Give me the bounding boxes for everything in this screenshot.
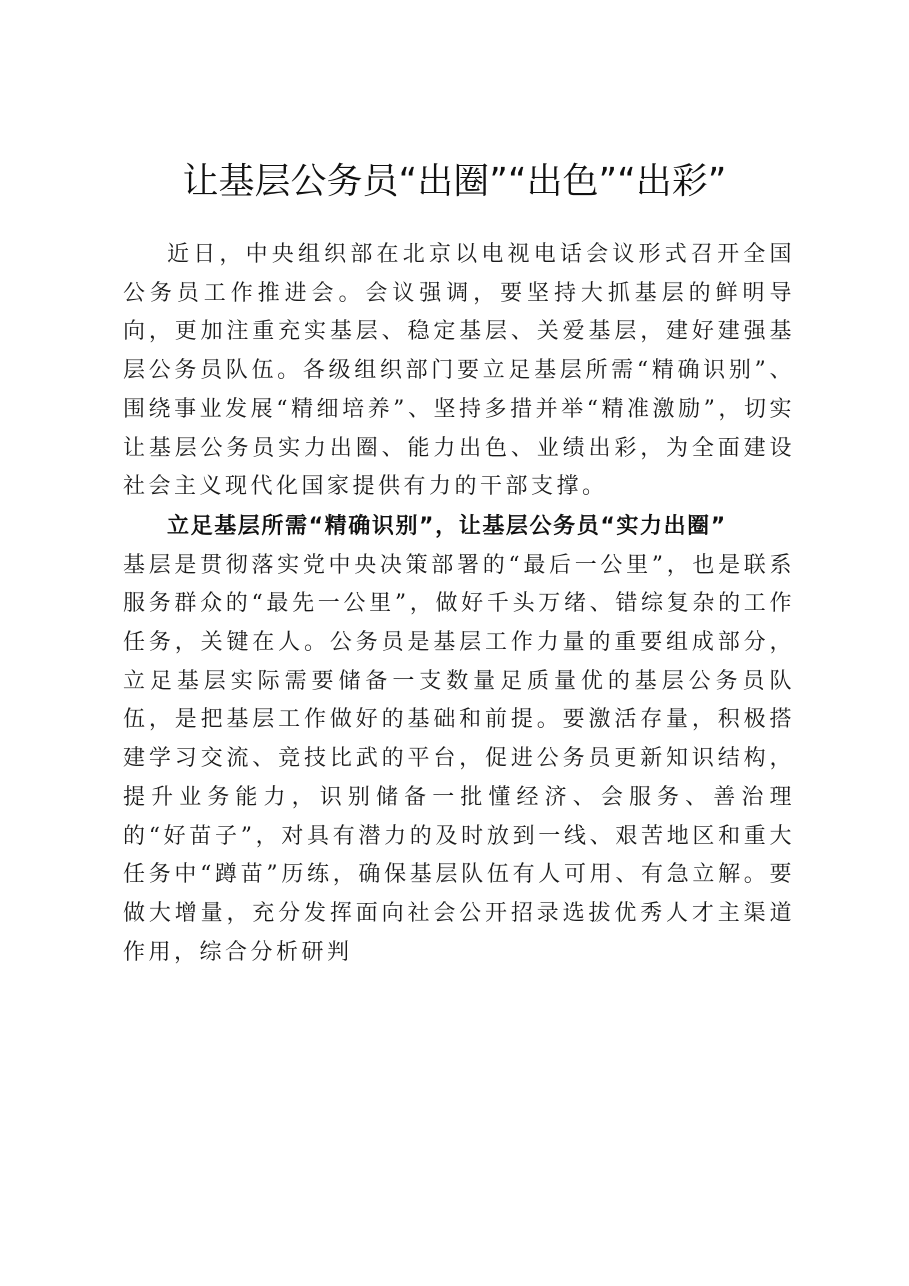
document-title: 让基层公务员“出圈”“出色”“出彩” [182,161,727,202]
document-body [123,236,795,972]
section-heading: 立足基层所需“精确识别”，让基层公务员“实力出圈” [167,513,727,539]
intro-paragraph: 近日，中央组织部在北京以电视电话会议形式召开全国公务员工作推进会。会议强调，要坚持大抓基层的鲜明导向，更加注重充实基层、稳定基层、关爱基层，建好建强基层公务员队伍。各级组织部门要立足基层所需“精确识别”、围绕事业发展“精细培养”、坚持多措并举“精准激励”，切实让基层公务员实力出圈、能力出色、业绩出彩，为全面建设社会主义现代化国家提供有力的干部支撑。 [123,242,795,500]
section-paragraph: 基层是贯彻落实党中央决策部署的“最后一公里”，也是联系服务群众的“最先一公里”，做好千头万绪、错综复杂的工作任务，关键在人。公务员是基层工作力量的重要组成部分，立足基层实际需要储备一支数量足质量优的基层公务员队伍，是把基层工作做好的基础和前提。要激活存量，积极搭建学习交流、竞技比武的平台，促进公务员更新知识结构，提升业务能力，识别储备一批懂经济、会服务、善治理的“好苗子”，对具有潜力的及时放到一线、艰苦地区和重大任务中“蹲苗”历练，确保基层队伍有人可用、有急立解。要做大增量，充分发挥面向社会公开招录选拔优秀人才主渠道作用，综合分析研判 [123,552,795,965]
